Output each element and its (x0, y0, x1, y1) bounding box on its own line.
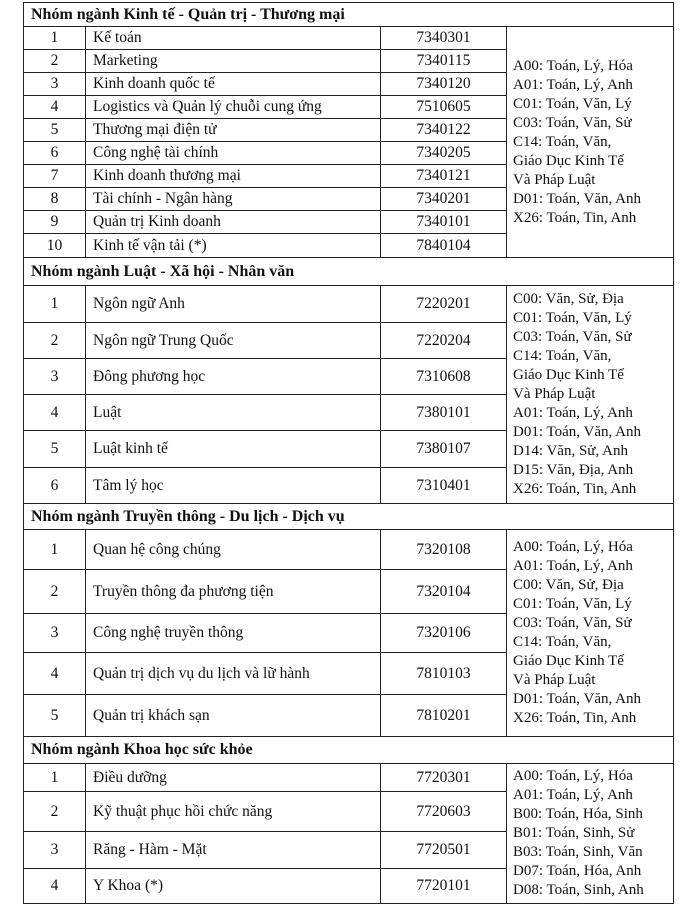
table-row (24, 530, 674, 570)
combination-line: A00: Toán, Lý, Hóa (513, 57, 633, 74)
major-code: 7380107 (381, 431, 507, 468)
row-number: 4 (24, 96, 86, 119)
row-number: 8 (24, 188, 86, 211)
major-code: 7340201 (381, 188, 507, 211)
row-number: 1 (24, 286, 86, 323)
combination-line: X26: Toán, Tin, Anh (513, 710, 637, 726)
combination-line: C03: Toán, Văn, Sử (513, 329, 632, 345)
row-number: 3 (24, 73, 86, 96)
row-number: 7 (24, 165, 86, 188)
majors-table (23, 2, 674, 904)
row-number: 4 (24, 653, 86, 695)
major-code: 7320104 (381, 570, 507, 614)
major-code: 7380101 (381, 395, 507, 431)
major-name: Quản trị khách sạn (86, 695, 381, 737)
combination-line: D01: Toán, Văn, Anh (513, 691, 641, 707)
major-code: 7840104 (381, 234, 507, 258)
group-title: Nhóm ngành Truyền thông - Du lịch - Dịch vụ (24, 504, 674, 530)
row-number: 2 (24, 323, 86, 359)
major-code: 7340101 (381, 211, 507, 234)
major-code: 7340122 (381, 119, 507, 142)
major-name: Ngôn ngữ Trung Quốc (86, 323, 381, 359)
major-name: Truyền thông đa phương tiện (86, 570, 381, 614)
major-code: 7310401 (381, 468, 507, 504)
row-number: 3 (24, 832, 86, 869)
major-name: Y Khoa (*) (86, 869, 381, 904)
table-row (24, 286, 674, 323)
major-code: 7810103 (381, 653, 507, 695)
major-name: Công nghệ truyền thông (86, 614, 381, 653)
table-row (24, 27, 674, 50)
combination-line: A00: Toán, Lý, Hóa (513, 539, 633, 555)
combination-line: D01: Toán, Văn, Anh (513, 424, 641, 440)
combination-line: D08: Toán, Sinh, Anh (513, 882, 644, 898)
major-code: 7340120 (381, 73, 507, 96)
combination-line: C14: Toán, Văn, (513, 348, 612, 364)
subject-combinations (507, 27, 674, 258)
combination-line: C03: Toán, Văn, Sử (513, 114, 632, 131)
major-name: Quan hệ công chúng (86, 530, 381, 570)
major-code: 7720301 (381, 764, 507, 792)
row-number: 1 (24, 27, 86, 50)
row-number: 9 (24, 211, 86, 234)
major-name: Quản trị Kinh doanh (86, 211, 381, 234)
major-code: 7340121 (381, 165, 507, 188)
group-title: Nhóm ngành Kinh tế - Quản trị - Thương mại (24, 3, 674, 27)
combination-line: A01: Toán, Lý, Anh (513, 558, 633, 574)
combination-line: C00: Văn, Sử, Địa (513, 577, 624, 593)
combination-line: D07: Toán, Hóa, Anh (513, 863, 642, 879)
row-number: 5 (24, 119, 86, 142)
combination-line: C03: Toán, Văn, Sử (513, 615, 632, 631)
combination-line: A01: Toán, Lý, Anh (513, 405, 633, 421)
group-title: Nhóm ngành Khoa học sức khỏe (24, 737, 674, 764)
major-code: 7720501 (381, 832, 507, 869)
major-name: Ngôn ngữ Anh (86, 286, 381, 323)
group-header-row (24, 737, 674, 764)
major-code: 7320108 (381, 530, 507, 570)
combination-line: X26: Toán, Tin, Anh (513, 481, 637, 497)
group-header-row (24, 504, 674, 530)
major-name: Thương mại điện tử (86, 119, 381, 142)
major-code: 7340205 (381, 142, 507, 165)
row-number: 6 (24, 468, 86, 504)
major-name: Luật (86, 395, 381, 431)
combination-line: B00: Toán, Hóa, Sinh (513, 806, 643, 822)
row-number: 3 (24, 614, 86, 653)
combination-line: Và Pháp Luật (513, 386, 596, 402)
major-name: Điều dưỡng (86, 764, 381, 792)
major-code: 7720603 (381, 792, 507, 832)
group-header-row (24, 3, 674, 27)
combination-line: X26: Toán, Tin, Anh (513, 209, 637, 226)
row-number: 5 (24, 431, 86, 468)
subject-combinations (507, 764, 674, 904)
row-number: 1 (24, 530, 86, 570)
group-title: Nhóm ngành Luật - Xã hội - Nhân văn (24, 258, 674, 286)
combination-line: Và Pháp Luật (513, 672, 596, 688)
combination-line: B03: Toán, Sinh, Văn (513, 844, 643, 860)
major-name: Kinh doanh quốc tế (86, 73, 381, 96)
combination-line: D01: Toán, Văn, Anh (513, 190, 641, 207)
combination-line: Giáo Dục Kinh Tế (513, 367, 624, 383)
major-code: 7510605 (381, 96, 507, 119)
combination-line: Và Pháp Luật (513, 171, 596, 188)
combination-line: D14: Văn, Sử, Anh (513, 443, 628, 459)
major-code: 7340115 (381, 50, 507, 73)
major-code: 7320106 (381, 614, 507, 653)
row-number: 1 (24, 764, 86, 792)
combination-line: C01: Toán, Văn, Lý (513, 596, 632, 612)
combination-line: Giáo Dục Kinh Tế (513, 653, 624, 669)
subject-combinations (507, 286, 674, 504)
major-name: Kinh tế vận tải (*) (86, 234, 381, 258)
combination-line: C01: Toán, Văn, Lý (513, 310, 632, 326)
subject-combinations (507, 530, 674, 737)
major-code: 7220204 (381, 323, 507, 359)
major-name: Kỹ thuật phục hồi chức năng (86, 792, 381, 832)
combination-line: A01: Toán, Lý, Anh (513, 787, 633, 803)
row-number: 2 (24, 792, 86, 832)
major-name: Kinh doanh thương mại (86, 165, 381, 188)
combination-line: Giáo Dục Kinh Tế (513, 152, 624, 169)
combination-line: A00: Toán, Lý, Hóa (513, 768, 633, 784)
major-code: 7340301 (381, 27, 507, 50)
row-number: 5 (24, 695, 86, 737)
major-code: 7720101 (381, 869, 507, 904)
table-row (24, 764, 674, 792)
major-name: Tâm lý học (86, 468, 381, 504)
major-name: Công nghệ tài chính (86, 142, 381, 165)
major-name: Răng - Hàm - Mặt (86, 832, 381, 869)
combination-line: B01: Toán, Sinh, Sử (513, 825, 635, 841)
row-number: 2 (24, 50, 86, 73)
row-number: 2 (24, 570, 86, 614)
major-code: 7810201 (381, 695, 507, 737)
combination-line: C01: Toán, Văn, Lý (513, 95, 632, 112)
combination-line: C00: Văn, Sử, Địa (513, 291, 624, 307)
major-code: 7220201 (381, 286, 507, 323)
combination-line: C14: Toán, Văn, (513, 133, 612, 150)
combination-line: C14: Toán, Văn, (513, 634, 612, 650)
row-number: 6 (24, 142, 86, 165)
row-number: 3 (24, 359, 86, 395)
major-name: Luật kinh tế (86, 431, 381, 468)
major-name: Tài chính - Ngân hàng (86, 188, 381, 211)
major-name: Logistics và Quản lý chuỗi cung ứng (86, 96, 381, 119)
combination-line: A01: Toán, Lý, Anh (513, 76, 633, 93)
row-number: 4 (24, 395, 86, 431)
row-number: 4 (24, 869, 86, 904)
major-name: Marketing (86, 50, 381, 73)
combination-line: D15: Văn, Địa, Anh (513, 462, 634, 478)
major-name: Đông phương học (86, 359, 381, 395)
major-name: Quản trị dịch vụ du lịch và lữ hành (86, 653, 381, 695)
major-code: 7310608 (381, 359, 507, 395)
major-name: Kế toán (86, 27, 381, 50)
row-number: 10 (24, 234, 86, 258)
group-header-row (24, 258, 674, 286)
